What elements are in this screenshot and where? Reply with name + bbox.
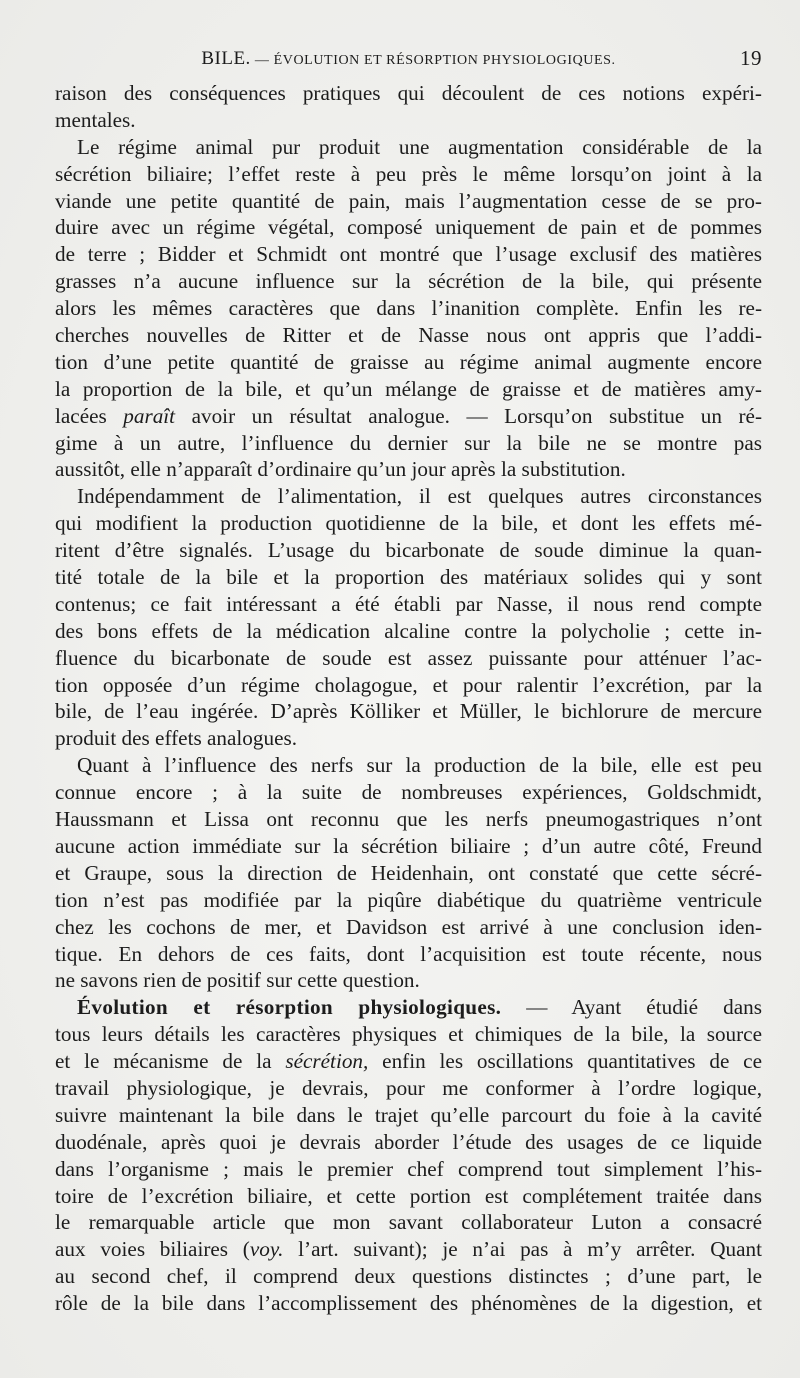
text-line: fluence du bicarbonate de soude est assez puissante pour atténuer l’ac- — [55, 645, 762, 670]
text-line: raison des conséquences pratiques qui découlent de ces notions expéri- — [55, 81, 762, 105]
text-run: enfin les oscillations quantitatives de ce — [368, 1049, 762, 1074]
text-line: connue encore ; à la suite de nombreuses expériences, Goldschmidt, — [55, 780, 762, 805]
text-line: suivre maintenant la bile dans le trajet qu’elle parcourt du foie à la cavité — [55, 1102, 762, 1127]
text-line: rôle de la bile dans l’accomplissement des phénomènes de la digestion, et — [55, 1291, 762, 1316]
text-line: duire avec un régime végétal, composé uniquement de pain et de pommes — [55, 215, 762, 240]
text-line: tion n’est pas modifiée par la piqûre diabétique du quatrième ventricule — [55, 887, 762, 912]
text-line — [55, 1236, 762, 1263]
text-line: alors les mêmes caractères que dans l’inanition complète. Enfin les re- — [55, 296, 762, 321]
text-line: travail physiologique, je devrais, pour me conformer à l’ordre logique, — [55, 1075, 762, 1100]
text-line: ritent d’être signalés. L’usage du bicarbonate de soude diminue la quan- — [55, 538, 762, 563]
text-line: au second chef, il comprend deux questions distinctes ; d’une part, le — [55, 1264, 762, 1289]
text-line: Le régime animal pur produit une augmentation considérable de la — [77, 134, 762, 159]
text-run: — Ayant étudié dans — [501, 995, 762, 1020]
text-line: tion opposée d’un régime cholagogue, et pour ralentir l’excrétion, par la — [55, 672, 762, 697]
text-line: des bons effets de la médication alcaline contre la polycholie ; cette in- — [55, 618, 762, 643]
running-title — [201, 48, 615, 69]
text-line: tité totale de la bile et la proportion des matériaux solides qui y sont — [55, 565, 762, 590]
section-heading: Évolution et résorption physiologiques. — [77, 995, 502, 1020]
text-line: tique. En dehors de ces faits, dont l’acquisition est toute récente, nous — [55, 941, 762, 966]
text-run: et le mécanisme de la — [55, 1049, 286, 1074]
text-line: de terre ; Bidder et Schmidt ont montré que l’usage exclusif des matières — [55, 242, 762, 267]
text-line: tion d’une petite quantité de graisse au régime animal augmente encore — [55, 349, 762, 374]
text-run: lacées — [55, 403, 124, 428]
text-line: le remarquable article que mon savant collaborateur Luton a consacré — [55, 1210, 762, 1235]
text-line: tous leurs détails les caractères physiques et chimiques de la bile, la source — [55, 1022, 762, 1047]
text-line: viande une petite quantité de pain, mais l’augmentation cesse de se pro- — [55, 188, 762, 213]
text-line: qui modifient la production quotidienne de la bile, et dont les effets mé- — [55, 511, 762, 536]
text-line: et Graupe, sous la direction de Heidenhain, ont constaté que cette sécré- — [55, 860, 762, 885]
text-line: duodénale, après quoi je devrais aborder l’étude des usages de ce liquide — [55, 1129, 762, 1154]
text-line — [55, 1048, 762, 1075]
text-line: toire de l’excrétion biliaire, et cette portion est complétement traitée dans — [55, 1183, 762, 1208]
text-line: bile, de l’eau ingérée. D’après Kölliker et Müller, le bichlorure de mercure — [55, 699, 762, 724]
text-line: aucune action immédiate sur la sécrétion biliaire ; d’un autre côté, Freund — [55, 833, 762, 858]
text-line: Indépendamment de l’alimentation, il est quelques autres circonstances — [77, 484, 762, 509]
text-line: gime à un autre, l’influence du dernier sur la bile ne se montre pas — [55, 430, 762, 455]
text-line: produit des effets analogues. — [55, 726, 298, 751]
text-line — [55, 403, 762, 430]
text-line: sécrétion biliaire; l’effet reste à peu près le même lorsqu’on joint à la — [55, 161, 762, 186]
text-line: contenus; ce fait intéressant a été établi par Nasse, il nous rend compte — [55, 591, 762, 616]
running-header — [55, 40, 762, 76]
text-line: chez les cochons de mer, et Davidson est arrivé à une conclusion iden- — [55, 914, 762, 939]
text-run: aux voies biliaires ( — [55, 1237, 250, 1262]
text-run: avoir un résultat analogue. — Lorsqu’on substitue un ré- — [175, 403, 762, 428]
text-line: dans l’organisme ; mais le premier chef comprend tout simplement l’his- — [55, 1156, 762, 1181]
italic-word: sécrétion, — [285, 1049, 369, 1074]
text-line: mentales. — [55, 107, 136, 132]
body-text — [55, 80, 762, 1317]
text-line: Quant à l’influence des nerfs sur la production de la bile, elle est peu — [77, 753, 762, 778]
italic-word: voy. — [249, 1237, 284, 1262]
title-rest: — ÉVOLUTION ET RÉSORPTION PHYSIOLOGIQUES. — [250, 53, 616, 68]
text-line — [55, 994, 762, 1021]
italic-word: paraît — [123, 403, 176, 428]
text-line: Haussmann et Lissa ont reconnu que les nerfs pneumogastriques n’ont — [55, 807, 762, 832]
text-line: ne savons rien de positif sur cette question. — [55, 968, 420, 993]
text-line: cherches nouvelles de Ritter et de Nasse nous ont appris que l’addi- — [55, 323, 762, 348]
page-number: 19 — [740, 46, 762, 70]
text-line: aussitôt, elle n’apparaît d’ordinaire qu’un jour après la substitution. — [55, 457, 626, 482]
text-run: l’art. suivant); je n’ai pas à m’y arrêter. Quant — [283, 1237, 762, 1262]
text-line: la proportion de la bile, et qu’un mélange de graisse et de matières amy- — [55, 376, 762, 401]
title-main: BILE. — [201, 48, 251, 69]
text-line: grasses n’a aucune influence sur la sécrétion de la bile, qui présente — [55, 269, 762, 294]
